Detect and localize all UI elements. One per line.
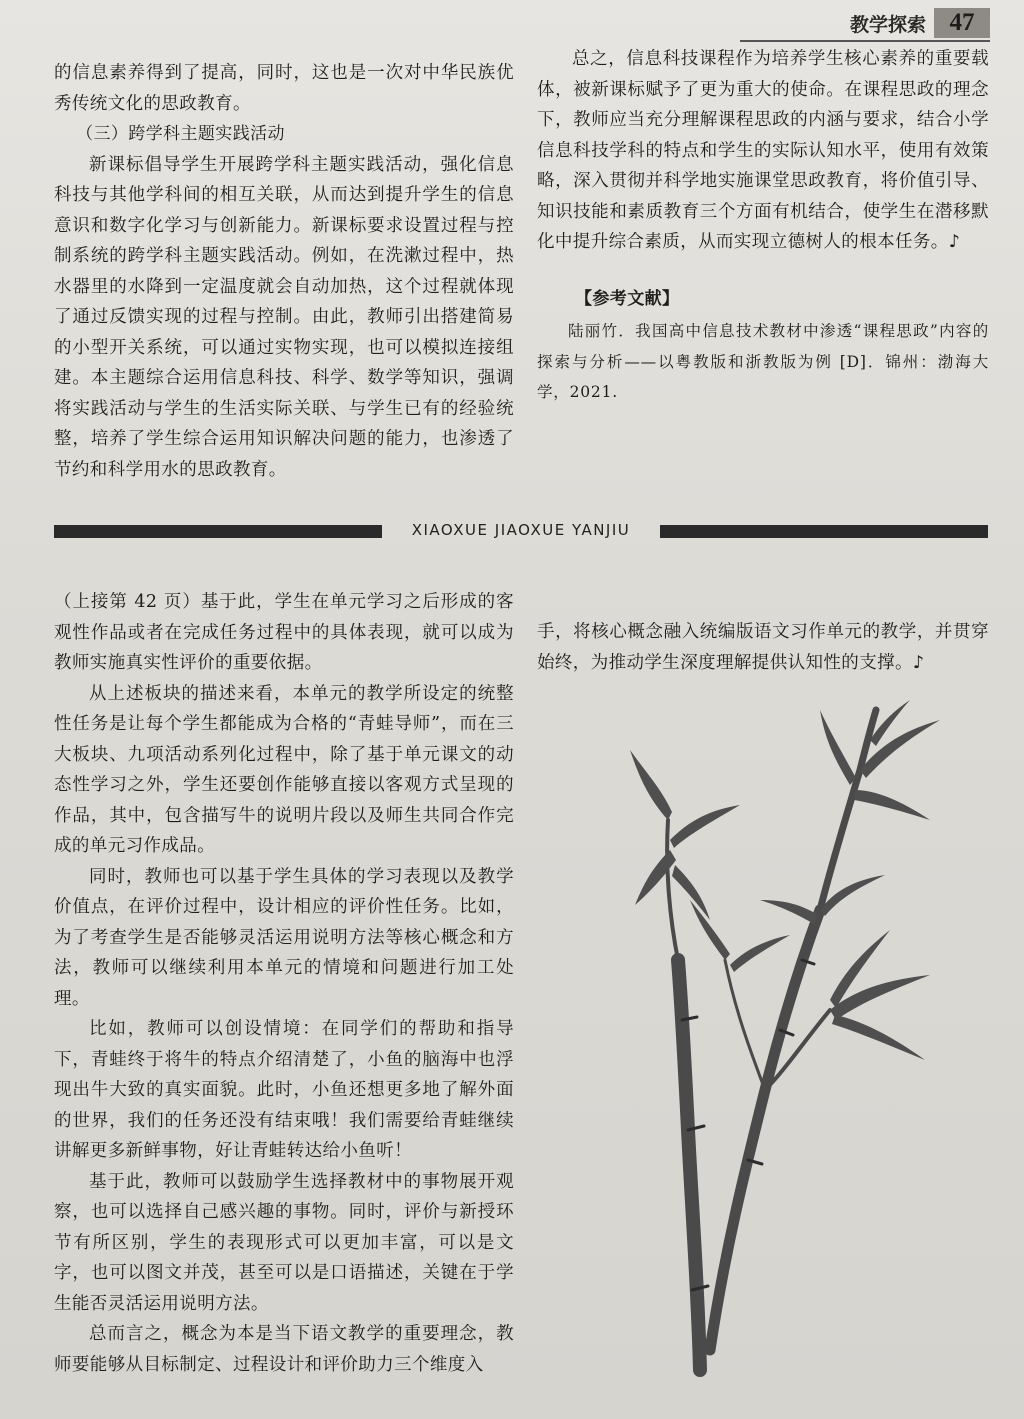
column-bottom-left	[54, 587, 514, 1380]
column-top-left	[54, 58, 514, 485]
page-number: 47	[934, 8, 990, 38]
paragraph: 的信息素养得到了提高，同时，这也是一次对中华民族优秀传统文化的思政教育。	[54, 63, 514, 114]
paragraph: 从上述板块的描述来看，本单元的教学所设定的统整性任务是让每个学生都能成为合格的“青蛙导师”，而在三大板块、九项活动系列化过程中，除了基于单元课文的动态性学习之外，学生还要创作能够直接以客观方式呈现的作品，其中，包含描写牛的说明片段以及师生共同合作完成的单元习作成品。	[54, 683, 514, 856]
paragraph: 基于此，教师可以鼓励学生选择教材中的事物展开观察，也可以选择自己感兴趣的事物。同时，评价与新授环节有所区别，学生的表现形式可以更加丰富，可以是文字，也可以图文并茂，甚至可以是口语描述，关键在于学生能否灵活运用说明方法。	[54, 1171, 514, 1314]
paragraph: （上接第 42 页）基于此，学生在单元学习之后形成的客观性作品或者在完成任务过程中的具体表现，就可以成为教师实施真实性评价的重要依据。	[54, 592, 514, 673]
divider-bar-right	[660, 525, 988, 538]
paragraph: 总之，信息科技课程作为培养学生核心素养的重要载体，被新课标赋予了更为重大的使命。在课程思政的理念下，教师应当充分理解课程思政的内涵与要求，结合小学信息科技学科的特点和学生的实际认知水平，使用有效策略，深入贯彻并科学地实施课堂思政教育，将价值引导、知识技能和素质教育三个方面有机结合，使学生在潜移默化中提升综合素质，从而实现立德树人的根本任务。♪	[537, 49, 989, 252]
paragraph: 比如，教师可以创设情境：在同学们的帮助和指导下，青蛙终于将牛的特点介绍清楚了，小鱼的脑海中也浮现出牛大致的真实面貌。此时，小鱼还想更多地了解外面的世界，我们的任务还没有结束哦！我们需要给青蛙继续讲解更多新鲜事物，好让青蛙转达给小鱼听！	[54, 1019, 514, 1161]
section-subheading: （三）跨学科主题实践活动	[76, 124, 285, 144]
page-header	[690, 6, 990, 40]
paragraph: 新课标倡导学生开展跨学科主题实践活动，强化信息科技与其他学科间的相互关联，从而达到提升学生的信息意识和数字化学习与创新能力。新课标要求设置过程与控制系统的跨学科主题实践活动。例如，在洗漱过程中，热水器里的水降到一定温度就会自动加热，这个过程就体现了通过反馈实现的过程与控制。由此，教师引出搭建简易的小型开关系统，可以通过实物实现，也可以模拟连接组建。本主题综合运用信息科技、科学、数学等知识，强调将实践活动与学生的生活实际关联、与学生已有的经验统整，培养了学生综合运用知识解决问题的能力，也渗透了节约和科学用水的思政教育。	[54, 154, 514, 480]
header-rule	[740, 40, 990, 42]
bamboo-ink-painting-icon	[630, 690, 960, 1380]
divider-bar-left	[54, 525, 382, 538]
reference-item: 陆丽竹．我国高中信息技术教材中渗透“课程思政”内容的探索与分析——以粤教版和浙教版为例 [D]．锦州：渤海大学，2021.	[537, 322, 989, 401]
paragraph: 同时，教师也可以基于学生具体的学习表现以及教学价值点，在评价过程中，设计相应的评价性任务。比如，为了考查学生是否能够灵活运用说明方法等核心概念和方法，教师可以继续利用本单元的情境和问题进行加工处理。	[54, 866, 514, 1009]
paragraph: 总而言之，概念为本是当下语文教学的重要理念，教师要能够从目标制定、过程设计和评价助力三个维度入	[54, 1324, 514, 1375]
column-bottom-right	[537, 617, 989, 678]
column-top-right	[537, 44, 989, 408]
section-title: 教学探索	[849, 14, 926, 36]
paragraph: 手，将核心概念融入统编版语文习作单元的教学，并贯穿始终，为推动学生深度理解提供认知性的支撑。♪	[537, 622, 989, 673]
references-heading: 【参考文献】	[575, 288, 680, 309]
journal-name: XIAOXUE JIAOXUE YANJIU	[411, 521, 631, 539]
journal-divider	[54, 520, 988, 544]
